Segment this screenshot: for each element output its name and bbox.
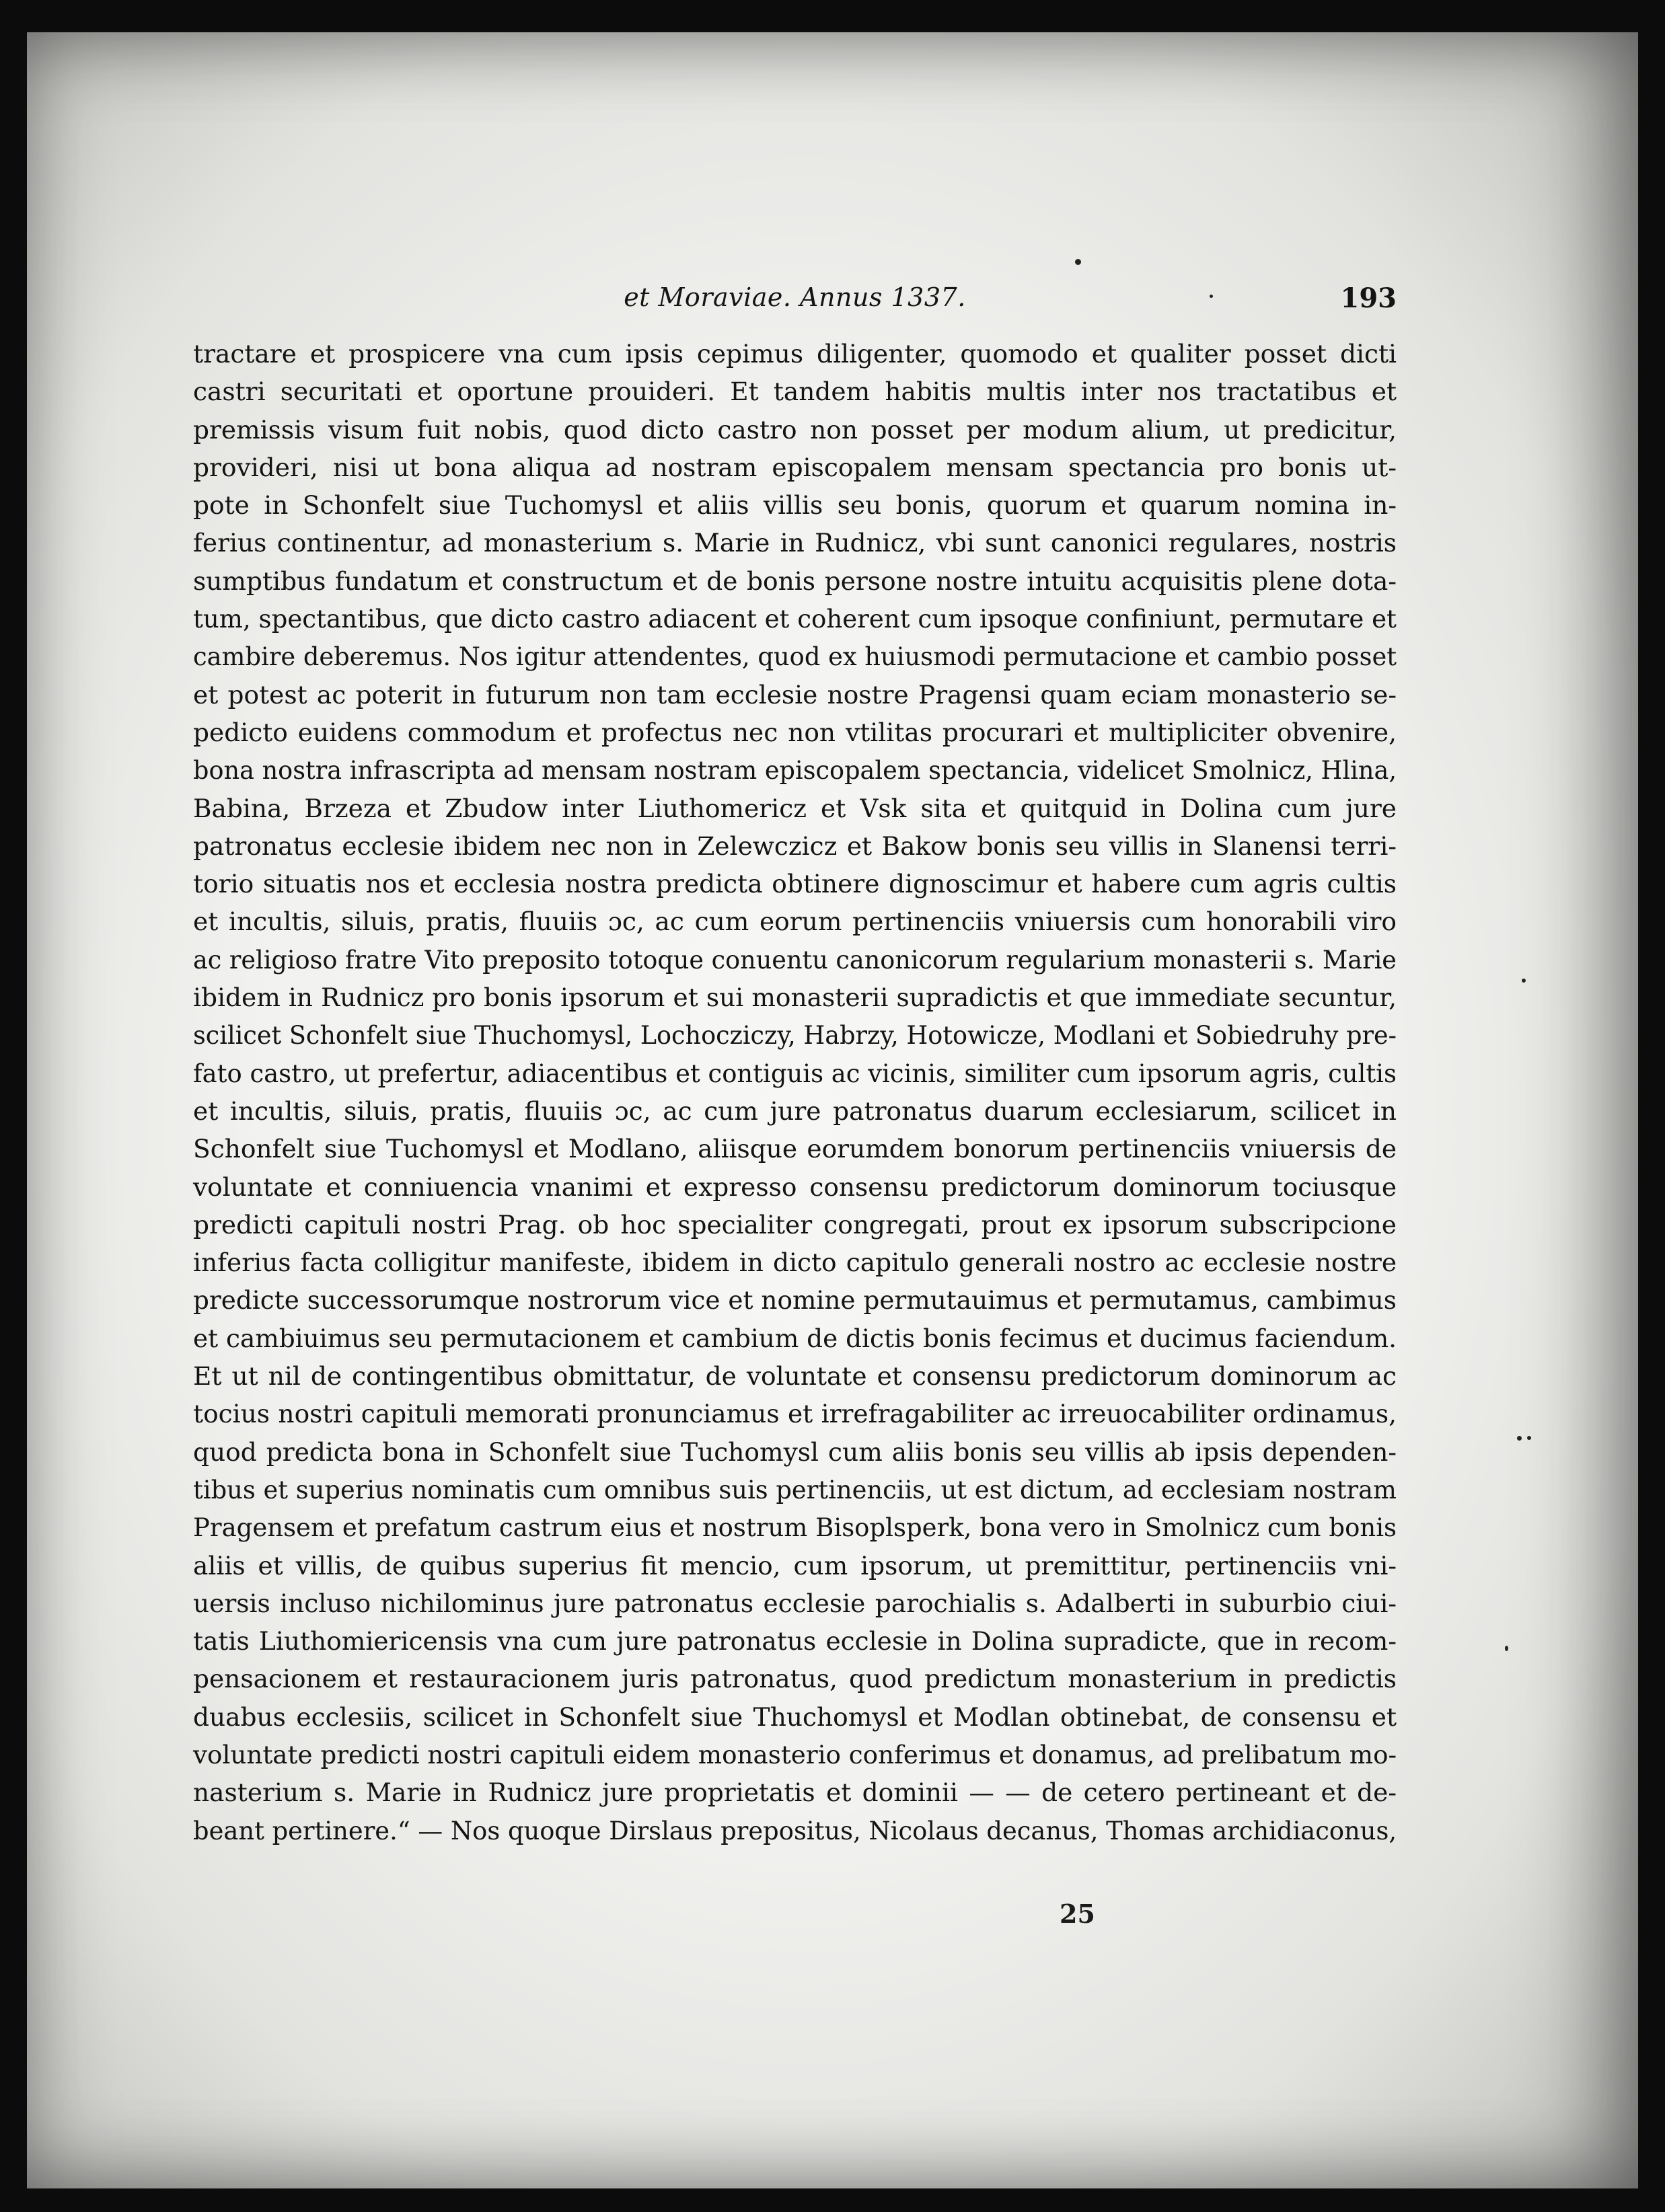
text-line: pote in Schonfelt siue Tuchomysl et aliis villis seu bonis, quorum et quarum nomina in- (193, 490, 1397, 521)
text-line: tocius nostri capituli memorati pronunciamus et irrefragabiliter ac irreuocabiliter ordinamus, (193, 1399, 1397, 1429)
text-line: sumptibus fundatum et constructum et de bonis persone nostre intuitu acquisitis plene dota- (193, 566, 1397, 596)
text-line: voluntate et conniuencia vnanimi et expresso consensu predictorum dominorum tociusque (193, 1172, 1397, 1202)
text-line: pensacionem et restauracionem juris patronatus, quod predictum monasterium in predictis (193, 1664, 1397, 1694)
ink-speck (1517, 1436, 1522, 1441)
text-line: inferius facta colligitur manifeste, ibidem in dicto capitulo generali nostro ac ecclesie nostre (193, 1248, 1397, 1278)
text-line: tractare et prospicere vna cum ipsis cepimus diligenter, quomodo et qualiter posset dicti (193, 339, 1397, 369)
text-line: Babina, Brzeza et Zbudow inter Liuthomericz et Vsk sita et quitquid in Dolina cum jure (193, 793, 1397, 823)
text-line: quod predicta bona in Schonfelt siue Tuchomysl cum aliis bonis seu villis ab ipsis dependen- (193, 1437, 1397, 1467)
text-line: voluntate predicti nostri capituli eidem monasterio conferimus et donamus, ad prelibatum mo- (193, 1739, 1397, 1769)
running-head-title: et Moraviae. Annus 1337. (624, 282, 966, 312)
text-line: provideri, nisi ut bona aliqua ad nostram episcopalem mensam spectancia pro bonis ut- (193, 452, 1397, 482)
text-line: aliis et villis, de quibus superius fit mencio, cum ipsorum, ut premittitur, pertinenciis vni- (193, 1550, 1397, 1580)
text-line: ac religioso fratre Vito preposito totoque conuentu canonicorum regularium monasterii s. Marie (193, 944, 1397, 975)
text-line: Pragensem et prefatum castrum eius et nostrum Bisoplsperk, bona vero in Smolnicz cum bonis (193, 1513, 1397, 1543)
text-line: tum, spectantibus, que dicto castro adiacent et coherent cum ipsoque confiniunt, permutare et (193, 604, 1397, 634)
text-line: et cambiuimus seu permutacionem et cambium de dictis bonis fecimus et ducimus faciendum. (193, 1323, 1397, 1353)
text-line: nasterium s. Marie in Rudnicz jure proprietatis et dominii — — de cetero pertineant et de- (193, 1778, 1397, 1808)
text-line: predicti capituli nostri Prag. ob hoc specialiter congregati, prout ex ipsorum subscripcione (193, 1209, 1397, 1240)
running-head (193, 282, 1397, 323)
text-line: premissis visum fuit nobis, quod dicto castro non posset per modum alium, ut predicitur, (193, 414, 1397, 445)
text-line: beant pertinere.“ — Nos quoque Dirslaus prepositus, Nicolaus decanus, Thomas archidiaconus, (193, 1815, 1397, 1845)
ink-speck (1210, 295, 1213, 298)
text-line: bona nostra infrascripta ad mensam nostram episcopalem spectancia, videlicet Smolnicz, Hlina, (193, 755, 1397, 786)
text-line: castri securitati et oportune prouideri. Et tandem habitis multis inter nos tractatibus et (193, 377, 1397, 407)
text-line: et potest ac poterit in futurum non tam ecclesie nostre Pragensi quam eciam monasterio se- (193, 679, 1397, 710)
text-line: Et ut nil de contingentibus obmittatur, de voluntate et consensu predictorum dominorum ac (193, 1361, 1397, 1391)
text-line: et incultis, siluis, pratis, fluuiis ɔc, ac cum eorum pertinenciis vniuersis cum honorabili viro (193, 907, 1397, 937)
text-line: pedicto euidens commodum et profectus nec non vtilitas procurari et multipliciter obvenire, (193, 717, 1397, 747)
ink-speck (1527, 1436, 1531, 1440)
text-line: tibus et superius nominatis cum omnibus suis pertinenciis, ut est dictum, ad ecclesiam nostram (193, 1474, 1397, 1504)
text-line: ferius continentur, ad monasterium s. Marie in Rudnicz, vbi sunt canonici regulares, nostris (193, 528, 1397, 558)
body-text (193, 335, 1397, 1849)
ink-speck (1075, 259, 1081, 265)
text-line: ibidem in Rudnicz pro bonis ipsorum et sui monasterii supradictis et que immediate secuntur, (193, 983, 1397, 1013)
text-line: tatis Liuthomiericensis vna cum jure patronatus ecclesie in Dolina supradicte, que in recom- (193, 1626, 1397, 1656)
text-line: cambire deberemus. Nos igitur attendentes, quod ex huiusmodi permutacione et cambio posset (193, 642, 1397, 672)
ink-speck (1505, 1646, 1508, 1651)
text-line: duabus ecclesiis, scilicet in Schonfelt siue Thuchomysl et Modlan obtinebat, de consensu et (193, 1702, 1397, 1732)
page-text-block (193, 282, 1397, 1849)
text-line: predicte successorumque nostrorum vice et nomine permutauimus et permutamus, cambimus (193, 1285, 1397, 1315)
text-line: fato castro, ut prefertur, adiacentibus et contiguis ac vicinis, similiter cum ipsorum agris, cultis (193, 1058, 1397, 1088)
text-line: torio situatis nos et ecclesia nostra predicta obtinere dignoscimur et habere cum agris cultis (193, 869, 1397, 899)
text-line: uersis incluso nichilominus jure patronatus ecclesie parochialis s. Adalberti in suburbio ciui- (193, 1588, 1397, 1618)
ink-speck (1522, 979, 1526, 983)
text-line: scilicet Schonfelt siue Thuchomysl, Lochocziczy, Habrzy, Hotowicze, Modlani et Sobiedruhy pre- (193, 1020, 1397, 1051)
page-number: 193 (1340, 282, 1397, 314)
text-line: patronatus ecclesie ibidem nec non in Zelewczicz et Bakow bonis seu villis in Slanensi terri- (193, 831, 1397, 861)
signature-mark: 25 (1060, 1899, 1095, 1929)
text-line: Schonfelt siue Tuchomysl et Modlano, aliisque eorumdem bonorum pertinenciis vniuersis de (193, 1134, 1397, 1164)
text-line: et incultis, siluis, pratis, fluuiis ɔc, ac cum jure patronatus duarum ecclesiarum, scilicet in (193, 1096, 1397, 1126)
